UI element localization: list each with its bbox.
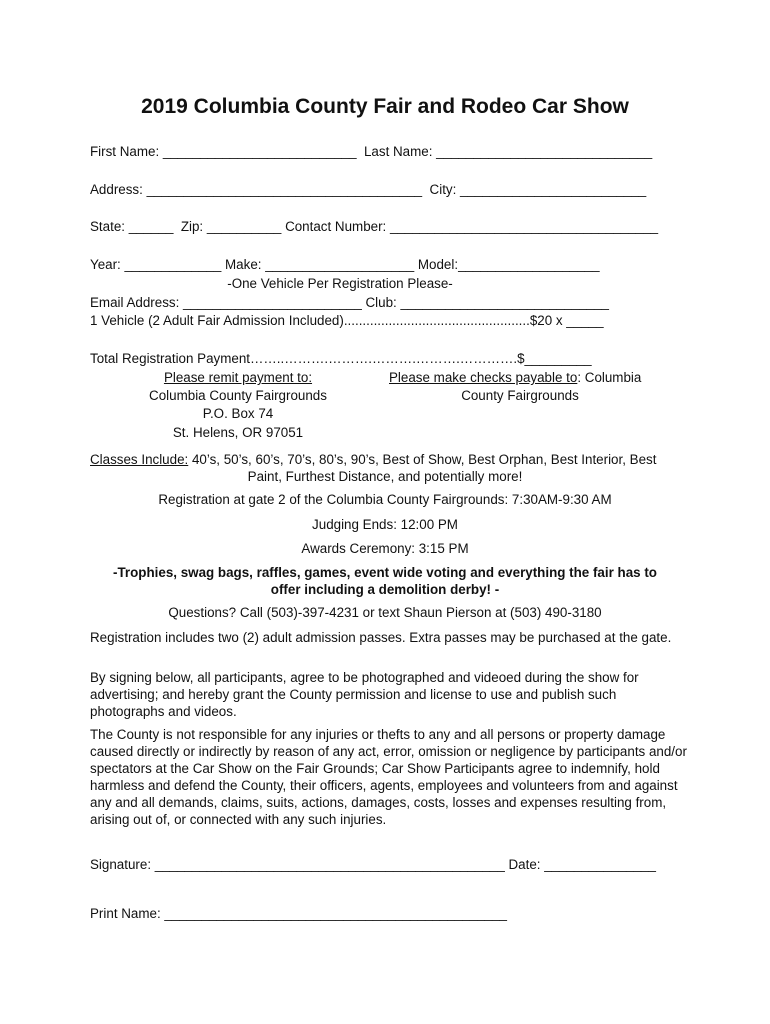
registration-time: Registration at gate 2 of the Columbia County Fairgrounds: 7:30AM-9:30 AM: [158, 492, 612, 507]
vehicle-fee-line[interactable]: 1 Vehicle (2 Adult Fair Admission Included)..................................................$20 x _____: [90, 313, 604, 328]
address-fields[interactable]: Address: _____________________________________ City: _________________________: [90, 182, 647, 197]
remit-line: St. Helens, OR 97051: [172, 425, 304, 440]
judging-time: Judging Ends: 12:00 PM: [312, 517, 458, 532]
print-name-line[interactable]: Print Name: ______________________________________________: [90, 906, 507, 921]
checks-heading: Please make checks payable to: [389, 370, 578, 385]
remit-line: P.O. Box 74: [202, 406, 274, 421]
checks-payee-cont: County Fairgrounds: [461, 388, 579, 403]
awards-time: Awards Ceremony: 3:15 PM: [301, 541, 469, 556]
name-fields[interactable]: First Name: __________________________ Last Name: _____________________________: [90, 144, 653, 159]
page-title: 2019 Columbia County Fair and Rodeo Car Show: [141, 95, 629, 118]
email-club-fields[interactable]: Email Address: ________________________ Club: ____________________________: [90, 295, 609, 310]
remit-heading: Please remit payment to:: [163, 370, 313, 385]
questions-contact: Questions? Call (503)-397-4231 or text Shaun Pierson at (503) 490-3180: [168, 605, 602, 620]
classes-line: [90, 451, 656, 468]
checks-payable-line: [389, 369, 641, 386]
checks-payee: : Columbia: [577, 370, 642, 385]
total-payment-line[interactable]: Total Registration Payment……..……….……….……….……….………….$_________: [90, 351, 592, 366]
highlight-line: -Trophies, swag bags, raffles, games, event wide voting and everything the fair has to: [113, 565, 657, 580]
photo-consent-paragraph: By signing below, all participants, agree to be photographed and videoed during the show for advertising; and hereby grant the County permission and license to use and publish such photographs and videos.: [90, 670, 639, 719]
classes-label: Classes Include:: [90, 452, 189, 467]
signature-date-line[interactable]: Signature: _______________________________________________ Date: _______________: [90, 857, 656, 872]
classes-list: 40’s, 50’s, 60’s, 70’s, 80’s, 90’s, Best of Show, Best Orphan, Best Interior, Best: [188, 452, 657, 467]
remit-line: Columbia County Fairgrounds: [149, 388, 327, 403]
classes-list-cont: Paint, Furthest Distance, and potentially more!: [247, 469, 523, 484]
vehicle-fields[interactable]: Year: _____________ Make: ____________________ Model:___________________: [90, 257, 600, 272]
admission-paragraph: Registration includes two (2) adult admission passes. Extra passes may be purchased at the gate.: [90, 630, 672, 645]
one-vehicle-note: -One Vehicle Per Registration Please-: [227, 276, 453, 291]
liability-paragraph: The County is not responsible for any injuries or thefts to any and all persons or property damage caused directly or indirectly by reason of any act, error, omission or negligence by participants and/or spectators at the Car Show on the Fair Grounds; Car Show Participants agree to indemnify, hold harmless and defend the County, their officers, agents, employees and volunteers from and against any and all demands, claims, suits, actions, damages, costs, losses and expenses resulting from, arising out of, or connected with any such injuries.: [90, 727, 687, 827]
highlight-line: offer including a demolition derby! -: [270, 582, 500, 597]
state-zip-contact-fields[interactable]: State: ______ Zip: __________ Contact Number: ____________________________________: [90, 219, 659, 234]
